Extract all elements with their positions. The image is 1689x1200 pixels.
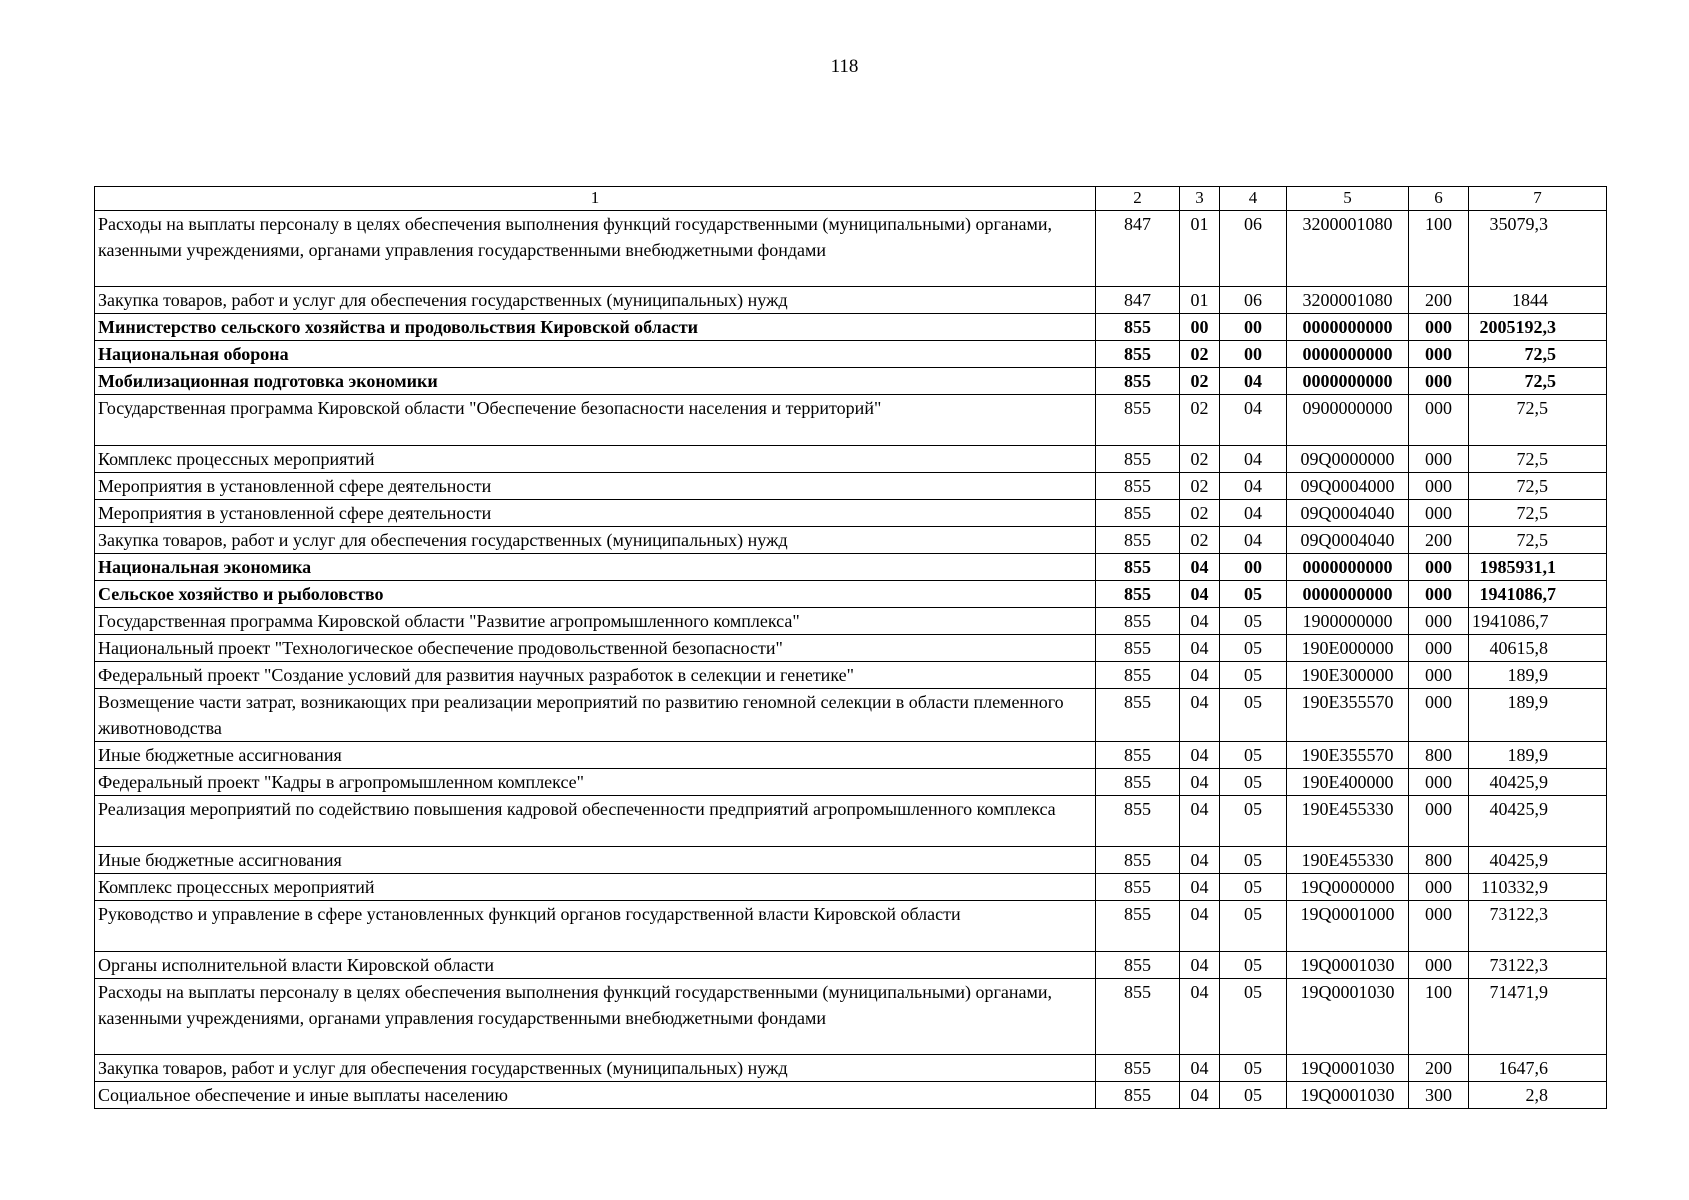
expense-type-code: 000 — [1409, 473, 1469, 500]
section-code: 04 — [1180, 847, 1220, 874]
amount: 72,5 — [1469, 368, 1607, 395]
budget-item-name: Национальная оборона — [95, 341, 1096, 368]
target-article-code: 190E455330 — [1287, 847, 1409, 874]
subsection-code: 05 — [1220, 847, 1287, 874]
expense-type-code: 000 — [1409, 769, 1469, 796]
amount: 189,9 — [1469, 689, 1607, 742]
expense-type-code: 100 — [1409, 211, 1469, 287]
ministry-code: 855 — [1096, 689, 1180, 742]
amount: 72,5 — [1469, 446, 1607, 473]
ministry-code: 855 — [1096, 473, 1180, 500]
budget-item-name: Расходы на выплаты персоналу в целях обеспечения выполнения функций государственными (муниципальными) органами, казенными учреждениями, органами управления государственными внебюджетными фондами — [95, 979, 1096, 1055]
budget-item-name: Национальный проект "Технологическое обеспечение продовольственной безопасности" — [95, 635, 1096, 662]
expense-type-code: 000 — [1409, 554, 1469, 581]
section-code: 04 — [1180, 979, 1220, 1055]
subsection-code: 06 — [1220, 211, 1287, 287]
amount: 73122,3 — [1469, 952, 1607, 979]
ministry-code: 855 — [1096, 874, 1180, 901]
amount: 1647,6 — [1469, 1055, 1607, 1082]
header-cell: 2 — [1096, 187, 1180, 211]
budget-item-name: Реализация мероприятий по содействию повышения кадровой обеспеченности предприятий агропромышленного комплекса — [95, 796, 1096, 847]
subsection-code: 05 — [1220, 769, 1287, 796]
amount: 1941086,7 — [1469, 581, 1607, 608]
table-row — [95, 581, 1607, 608]
table-row — [95, 395, 1607, 446]
table-row — [95, 742, 1607, 769]
ministry-code: 855 — [1096, 979, 1180, 1055]
budget-item-name: Мобилизационная подготовка экономики — [95, 368, 1096, 395]
expense-type-code: 000 — [1409, 874, 1469, 901]
section-code: 04 — [1180, 1055, 1220, 1082]
amount: 72,5 — [1469, 341, 1607, 368]
table-row — [95, 1082, 1607, 1109]
amount: 72,5 — [1469, 527, 1607, 554]
budget-item-name: Сельское хозяйство и рыболовство — [95, 581, 1096, 608]
section-code: 02 — [1180, 527, 1220, 554]
table-row — [95, 211, 1607, 287]
subsection-code: 04 — [1220, 395, 1287, 446]
table-row — [95, 847, 1607, 874]
expense-type-code: 100 — [1409, 979, 1469, 1055]
amount: 40425,9 — [1469, 847, 1607, 874]
section-code: 01 — [1180, 211, 1220, 287]
subsection-code: 05 — [1220, 901, 1287, 952]
subsection-code: 00 — [1220, 341, 1287, 368]
expense-type-code: 200 — [1409, 527, 1469, 554]
expense-type-code: 000 — [1409, 500, 1469, 527]
subsection-code: 06 — [1220, 287, 1287, 314]
subsection-code: 05 — [1220, 1055, 1287, 1082]
expense-type-code: 300 — [1409, 1082, 1469, 1109]
amount: 1844 — [1469, 287, 1607, 314]
budget-item-name: Расходы на выплаты персоналу в целях обеспечения выполнения функций государственными (муниципальными) органами, казенными учреждениями, органами управления государственными внебюджетными фондами — [95, 211, 1096, 287]
header-cell: 4 — [1220, 187, 1287, 211]
expense-type-code: 800 — [1409, 742, 1469, 769]
section-code: 02 — [1180, 473, 1220, 500]
subsection-code: 05 — [1220, 581, 1287, 608]
ministry-code: 855 — [1096, 395, 1180, 446]
target-article-code: 09Q0004040 — [1287, 500, 1409, 527]
target-article-code: 19Q0001030 — [1287, 979, 1409, 1055]
budget-table — [94, 186, 1607, 1109]
section-code: 04 — [1180, 769, 1220, 796]
section-code: 02 — [1180, 446, 1220, 473]
target-article-code: 190E355570 — [1287, 742, 1409, 769]
table-header-row — [95, 187, 1607, 211]
subsection-code: 04 — [1220, 500, 1287, 527]
expense-type-code: 000 — [1409, 368, 1469, 395]
table-row — [95, 874, 1607, 901]
expense-type-code: 000 — [1409, 952, 1469, 979]
subsection-code: 04 — [1220, 473, 1287, 500]
section-code: 02 — [1180, 341, 1220, 368]
target-article-code: 3200001080 — [1287, 287, 1409, 314]
budget-item-name: Государственная программа Кировской области "Обеспечение безопасности населения и территорий" — [95, 395, 1096, 446]
section-code: 04 — [1180, 608, 1220, 635]
table-row — [95, 554, 1607, 581]
expense-type-code: 200 — [1409, 1055, 1469, 1082]
expense-type-code: 000 — [1409, 635, 1469, 662]
table-row — [95, 1055, 1607, 1082]
budget-item-name: Закупка товаров, работ и услуг для обеспечения государственных (муниципальных) нужд — [95, 287, 1096, 314]
subsection-code: 04 — [1220, 446, 1287, 473]
table-row — [95, 473, 1607, 500]
table-row — [95, 527, 1607, 554]
amount: 72,5 — [1469, 473, 1607, 500]
target-article-code: 09Q0000000 — [1287, 446, 1409, 473]
amount: 2,8 — [1469, 1082, 1607, 1109]
subsection-code: 04 — [1220, 368, 1287, 395]
target-article-code: 3200001080 — [1287, 211, 1409, 287]
target-article-code: 19Q0001030 — [1287, 952, 1409, 979]
target-article-code: 190E455330 — [1287, 796, 1409, 847]
table-row — [95, 952, 1607, 979]
section-code: 02 — [1180, 395, 1220, 446]
budget-item-name: Иные бюджетные ассигнования — [95, 742, 1096, 769]
budget-item-name: Мероприятия в установленной сфере деятельности — [95, 473, 1096, 500]
table-row — [95, 979, 1607, 1055]
budget-item-name: Государственная программа Кировской области "Развитие агропромышленного комплекса" — [95, 608, 1096, 635]
target-article-code: 0000000000 — [1287, 314, 1409, 341]
amount: 1985931,1 — [1469, 554, 1607, 581]
ministry-code: 855 — [1096, 796, 1180, 847]
table-row — [95, 901, 1607, 952]
table-row — [95, 608, 1607, 635]
budget-item-name: Федеральный проект "Кадры в агропромышленном комплексе" — [95, 769, 1096, 796]
amount: 110332,9 — [1469, 874, 1607, 901]
ministry-code: 855 — [1096, 500, 1180, 527]
budget-item-name: Комплекс процессных мероприятий — [95, 446, 1096, 473]
table-row — [95, 287, 1607, 314]
subsection-code: 05 — [1220, 689, 1287, 742]
section-code: 01 — [1180, 287, 1220, 314]
ministry-code: 855 — [1096, 1082, 1180, 1109]
budget-item-name: Закупка товаров, работ и услуг для обеспечения государственных (муниципальных) нужд — [95, 527, 1096, 554]
budget-item-name: Закупка товаров, работ и услуг для обеспечения государственных (муниципальных) нужд — [95, 1055, 1096, 1082]
section-code: 04 — [1180, 689, 1220, 742]
budget-item-name: Национальная экономика — [95, 554, 1096, 581]
header-cell: 6 — [1409, 187, 1469, 211]
subsection-code: 04 — [1220, 527, 1287, 554]
expense-type-code: 000 — [1409, 901, 1469, 952]
header-cell: 1 — [95, 187, 1096, 211]
target-article-code: 190E000000 — [1287, 635, 1409, 662]
target-article-code: 1900000000 — [1287, 608, 1409, 635]
section-code: 04 — [1180, 1082, 1220, 1109]
amount: 2005192,3 — [1469, 314, 1607, 341]
target-article-code: 09Q0004040 — [1287, 527, 1409, 554]
budget-item-name: Социальное обеспечение и иные выплаты населению — [95, 1082, 1096, 1109]
table-row — [95, 314, 1607, 341]
target-article-code: 0900000000 — [1287, 395, 1409, 446]
table-body — [95, 211, 1607, 1109]
target-article-code: 0000000000 — [1287, 368, 1409, 395]
ministry-code: 847 — [1096, 211, 1180, 287]
target-article-code: 0000000000 — [1287, 341, 1409, 368]
ministry-code: 855 — [1096, 368, 1180, 395]
expense-type-code: 000 — [1409, 314, 1469, 341]
expense-type-code: 000 — [1409, 689, 1469, 742]
subsection-code: 05 — [1220, 979, 1287, 1055]
table-row — [95, 635, 1607, 662]
expense-type-code: 000 — [1409, 581, 1469, 608]
target-article-code: 19Q0001030 — [1287, 1082, 1409, 1109]
budget-item-name: Мероприятия в установленной сфере деятельности — [95, 500, 1096, 527]
section-code: 02 — [1180, 368, 1220, 395]
amount: 1941086,7 — [1469, 608, 1607, 635]
amount: 189,9 — [1469, 662, 1607, 689]
subsection-code: 00 — [1220, 554, 1287, 581]
subsection-code: 00 — [1220, 314, 1287, 341]
header-cell: 5 — [1287, 187, 1409, 211]
table-row — [95, 368, 1607, 395]
amount: 72,5 — [1469, 395, 1607, 446]
target-article-code: 19Q0001030 — [1287, 1055, 1409, 1082]
ministry-code: 855 — [1096, 769, 1180, 796]
subsection-code: 05 — [1220, 952, 1287, 979]
ministry-code: 855 — [1096, 446, 1180, 473]
amount: 189,9 — [1469, 742, 1607, 769]
section-code: 04 — [1180, 554, 1220, 581]
table-row — [95, 689, 1607, 742]
subsection-code: 05 — [1220, 635, 1287, 662]
subsection-code: 05 — [1220, 796, 1287, 847]
section-code: 04 — [1180, 742, 1220, 769]
target-article-code: 190E400000 — [1287, 769, 1409, 796]
budget-item-name: Иные бюджетные ассигнования — [95, 847, 1096, 874]
amount: 71471,9 — [1469, 979, 1607, 1055]
table-row — [95, 769, 1607, 796]
table-row — [95, 662, 1607, 689]
subsection-code: 05 — [1220, 742, 1287, 769]
subsection-code: 05 — [1220, 874, 1287, 901]
expense-type-code: 800 — [1409, 847, 1469, 874]
budget-item-name: Комплекс процессных мероприятий — [95, 874, 1096, 901]
expense-type-code: 000 — [1409, 446, 1469, 473]
ministry-code: 855 — [1096, 635, 1180, 662]
target-article-code: 19Q0000000 — [1287, 874, 1409, 901]
target-article-code: 0000000000 — [1287, 554, 1409, 581]
budget-item-name: Руководство и управление в сфере установленных функций органов государственной власти Кировской области — [95, 901, 1096, 952]
target-article-code: 0000000000 — [1287, 581, 1409, 608]
expense-type-code: 000 — [1409, 395, 1469, 446]
expense-type-code: 000 — [1409, 662, 1469, 689]
ministry-code: 855 — [1096, 314, 1180, 341]
ministry-code: 855 — [1096, 901, 1180, 952]
section-code: 04 — [1180, 796, 1220, 847]
ministry-code: 847 — [1096, 287, 1180, 314]
ministry-code: 855 — [1096, 952, 1180, 979]
header-cell: 7 — [1469, 187, 1607, 211]
ministry-code: 855 — [1096, 742, 1180, 769]
table-row — [95, 500, 1607, 527]
table-row — [95, 446, 1607, 473]
budget-item-name: Возмещение части затрат, возникающих при реализации мероприятий по развитию геномной селекции в области племенного животноводства — [95, 689, 1096, 742]
ministry-code: 855 — [1096, 608, 1180, 635]
page-number: 118 — [830, 56, 859, 77]
expense-type-code: 000 — [1409, 341, 1469, 368]
subsection-code: 05 — [1220, 608, 1287, 635]
expense-type-code: 000 — [1409, 796, 1469, 847]
amount: 40425,9 — [1469, 769, 1607, 796]
section-code: 00 — [1180, 314, 1220, 341]
section-code: 02 — [1180, 500, 1220, 527]
ministry-code: 855 — [1096, 341, 1180, 368]
ministry-code: 855 — [1096, 527, 1180, 554]
section-code: 04 — [1180, 874, 1220, 901]
budget-item-name: Федеральный проект "Создание условий для развития научных разработок в селекции и генетике" — [95, 662, 1096, 689]
budget-item-name: Министерство сельского хозяйства и продовольствия Кировской области — [95, 314, 1096, 341]
ministry-code: 855 — [1096, 1055, 1180, 1082]
ministry-code: 855 — [1096, 554, 1180, 581]
table-row — [95, 796, 1607, 847]
target-article-code: 190E355570 — [1287, 689, 1409, 742]
expense-type-code: 200 — [1409, 287, 1469, 314]
ministry-code: 855 — [1096, 847, 1180, 874]
amount: 35079,3 — [1469, 211, 1607, 287]
target-article-code: 09Q0004000 — [1287, 473, 1409, 500]
budget-item-name: Органы исполнительной власти Кировской области — [95, 952, 1096, 979]
section-code: 04 — [1180, 635, 1220, 662]
ministry-code: 855 — [1096, 662, 1180, 689]
table-row — [95, 341, 1607, 368]
amount: 73122,3 — [1469, 901, 1607, 952]
subsection-code: 05 — [1220, 662, 1287, 689]
section-code: 04 — [1180, 901, 1220, 952]
ministry-code: 855 — [1096, 581, 1180, 608]
section-code: 04 — [1180, 952, 1220, 979]
amount: 72,5 — [1469, 500, 1607, 527]
header-cell: 3 — [1180, 187, 1220, 211]
subsection-code: 05 — [1220, 1082, 1287, 1109]
target-article-code: 190E300000 — [1287, 662, 1409, 689]
amount: 40615,8 — [1469, 635, 1607, 662]
section-code: 04 — [1180, 662, 1220, 689]
amount: 40425,9 — [1469, 796, 1607, 847]
expense-type-code: 000 — [1409, 608, 1469, 635]
target-article-code: 19Q0001000 — [1287, 901, 1409, 952]
section-code: 04 — [1180, 581, 1220, 608]
